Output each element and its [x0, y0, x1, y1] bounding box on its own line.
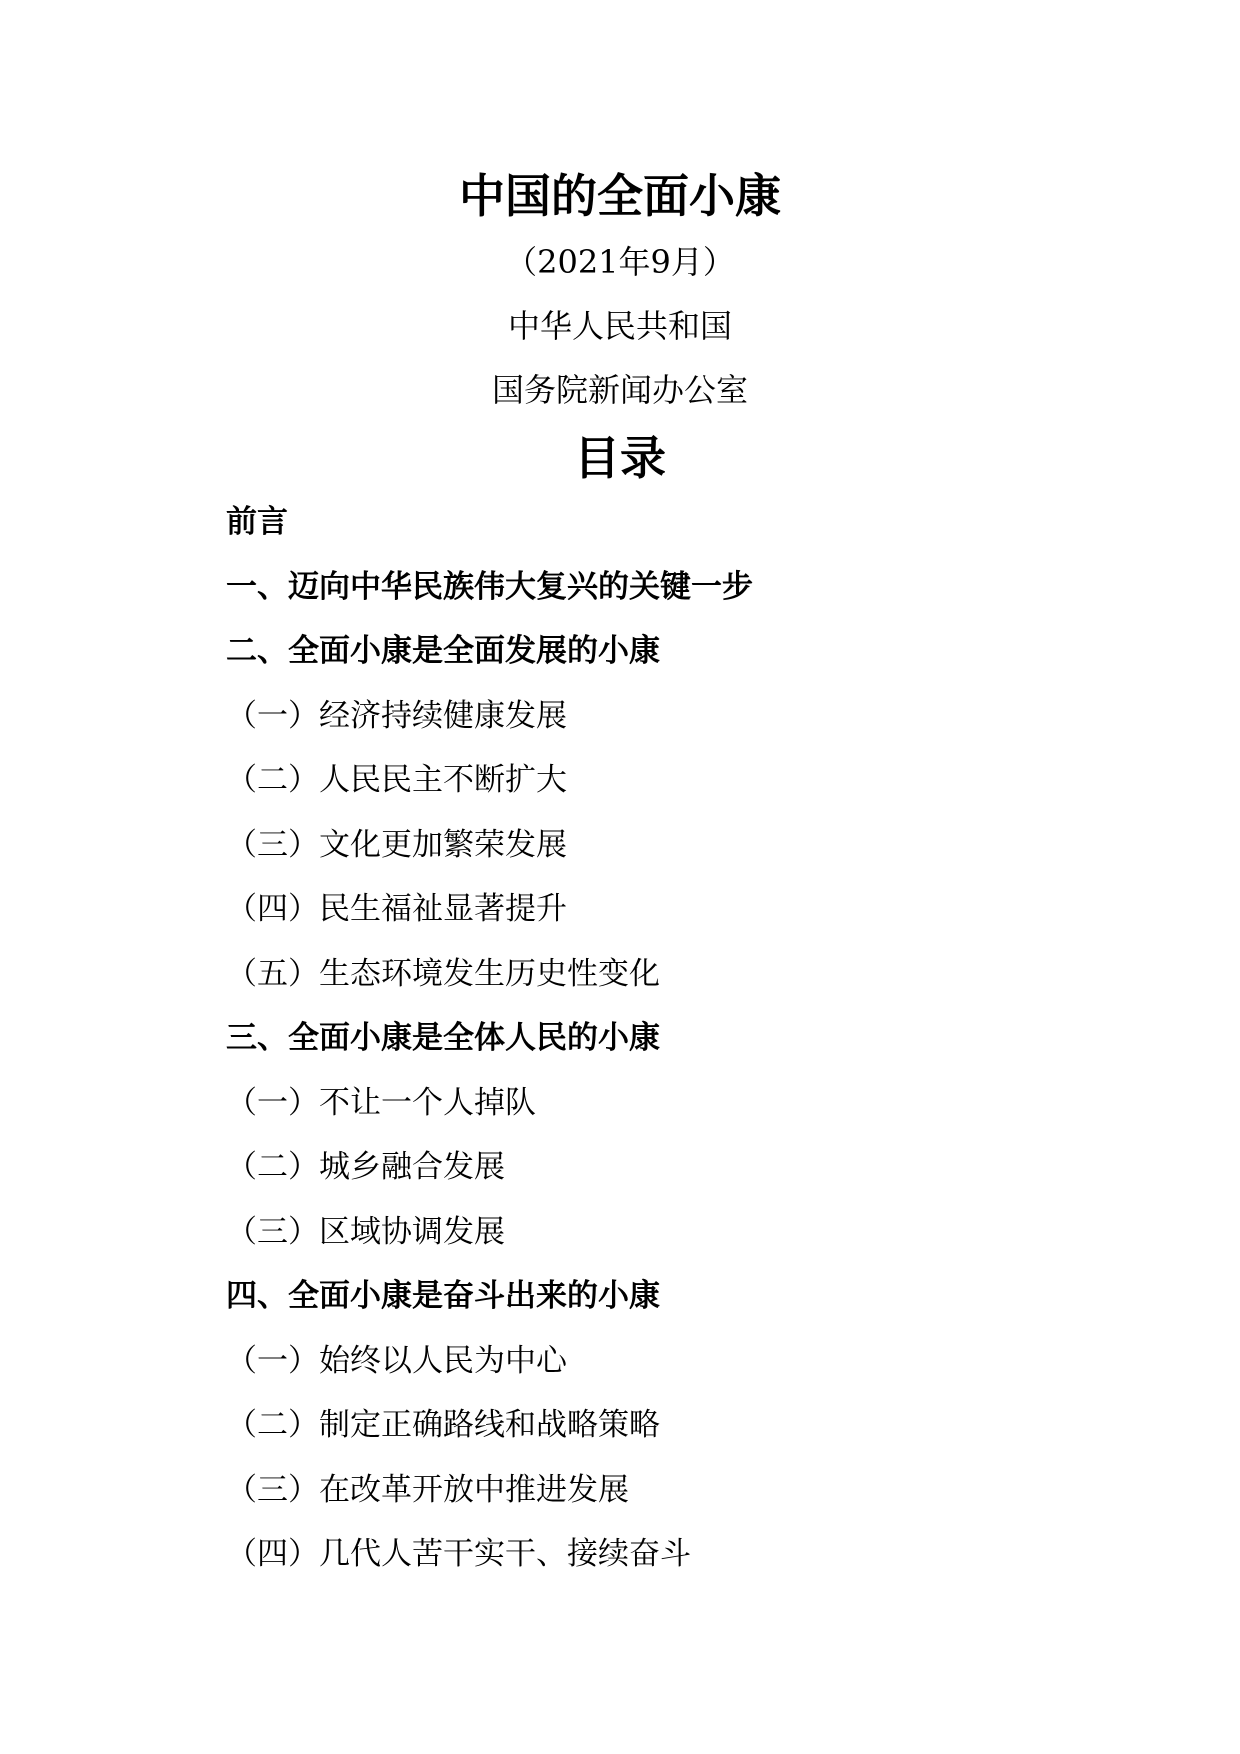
toc-item-section-1[interactable]: 一、迈向中华民族伟大复兴的关键一步: [226, 568, 753, 605]
document-date: （2021年9月）: [505, 243, 735, 281]
toc-item-section-2-5[interactable]: （五）生态环境发生历史性变化: [226, 955, 660, 992]
toc-item-section-4-3[interactable]: （三）在改革开放中推进发展: [226, 1471, 629, 1508]
toc-item-section-3-3[interactable]: （三）区域协调发展: [226, 1213, 505, 1250]
toc-item-section-4-1[interactable]: （一）始终以人民为中心: [226, 1342, 567, 1379]
toc-item-section-2-4[interactable]: （四）民生福祉显著提升: [226, 891, 567, 927]
toc-item-preface[interactable]: 前言: [226, 504, 288, 540]
table-of-contents: [226, 500, 1126, 1597]
document-title: 中国的全面小康: [459, 169, 781, 223]
issuer-line-2: 国务院新闻办公室: [491, 371, 748, 409]
toc-item-section-3-2[interactable]: （二）城乡融合发展: [226, 1149, 505, 1185]
toc-item-section-3-1[interactable]: （一）不让一个人掉队: [226, 1084, 536, 1121]
issuer-line-1: 中华人民共和国: [507, 307, 732, 345]
toc-item-section-4[interactable]: 四、全面小康是奋斗出来的小康: [226, 1278, 660, 1314]
toc-heading: 目录: [574, 431, 666, 485]
toc-item-section-2-3[interactable]: （三）文化更加繁荣发展: [226, 826, 567, 863]
toc-item-section-3[interactable]: 三、全面小康是全体人民的小康: [226, 1020, 660, 1056]
toc-item-section-2-2[interactable]: （二）人民民主不断扩大: [226, 762, 567, 798]
toc-item-section-2[interactable]: 二、全面小康是全面发展的小康: [226, 633, 660, 669]
toc-item-section-2-1[interactable]: （一）经济持续健康发展: [226, 697, 567, 734]
toc-item-section-4-2[interactable]: （二）制定正确路线和战略策略: [226, 1407, 660, 1443]
toc-item-section-4-4[interactable]: （四）几代人苦干实干、接续奋斗: [226, 1536, 691, 1572]
